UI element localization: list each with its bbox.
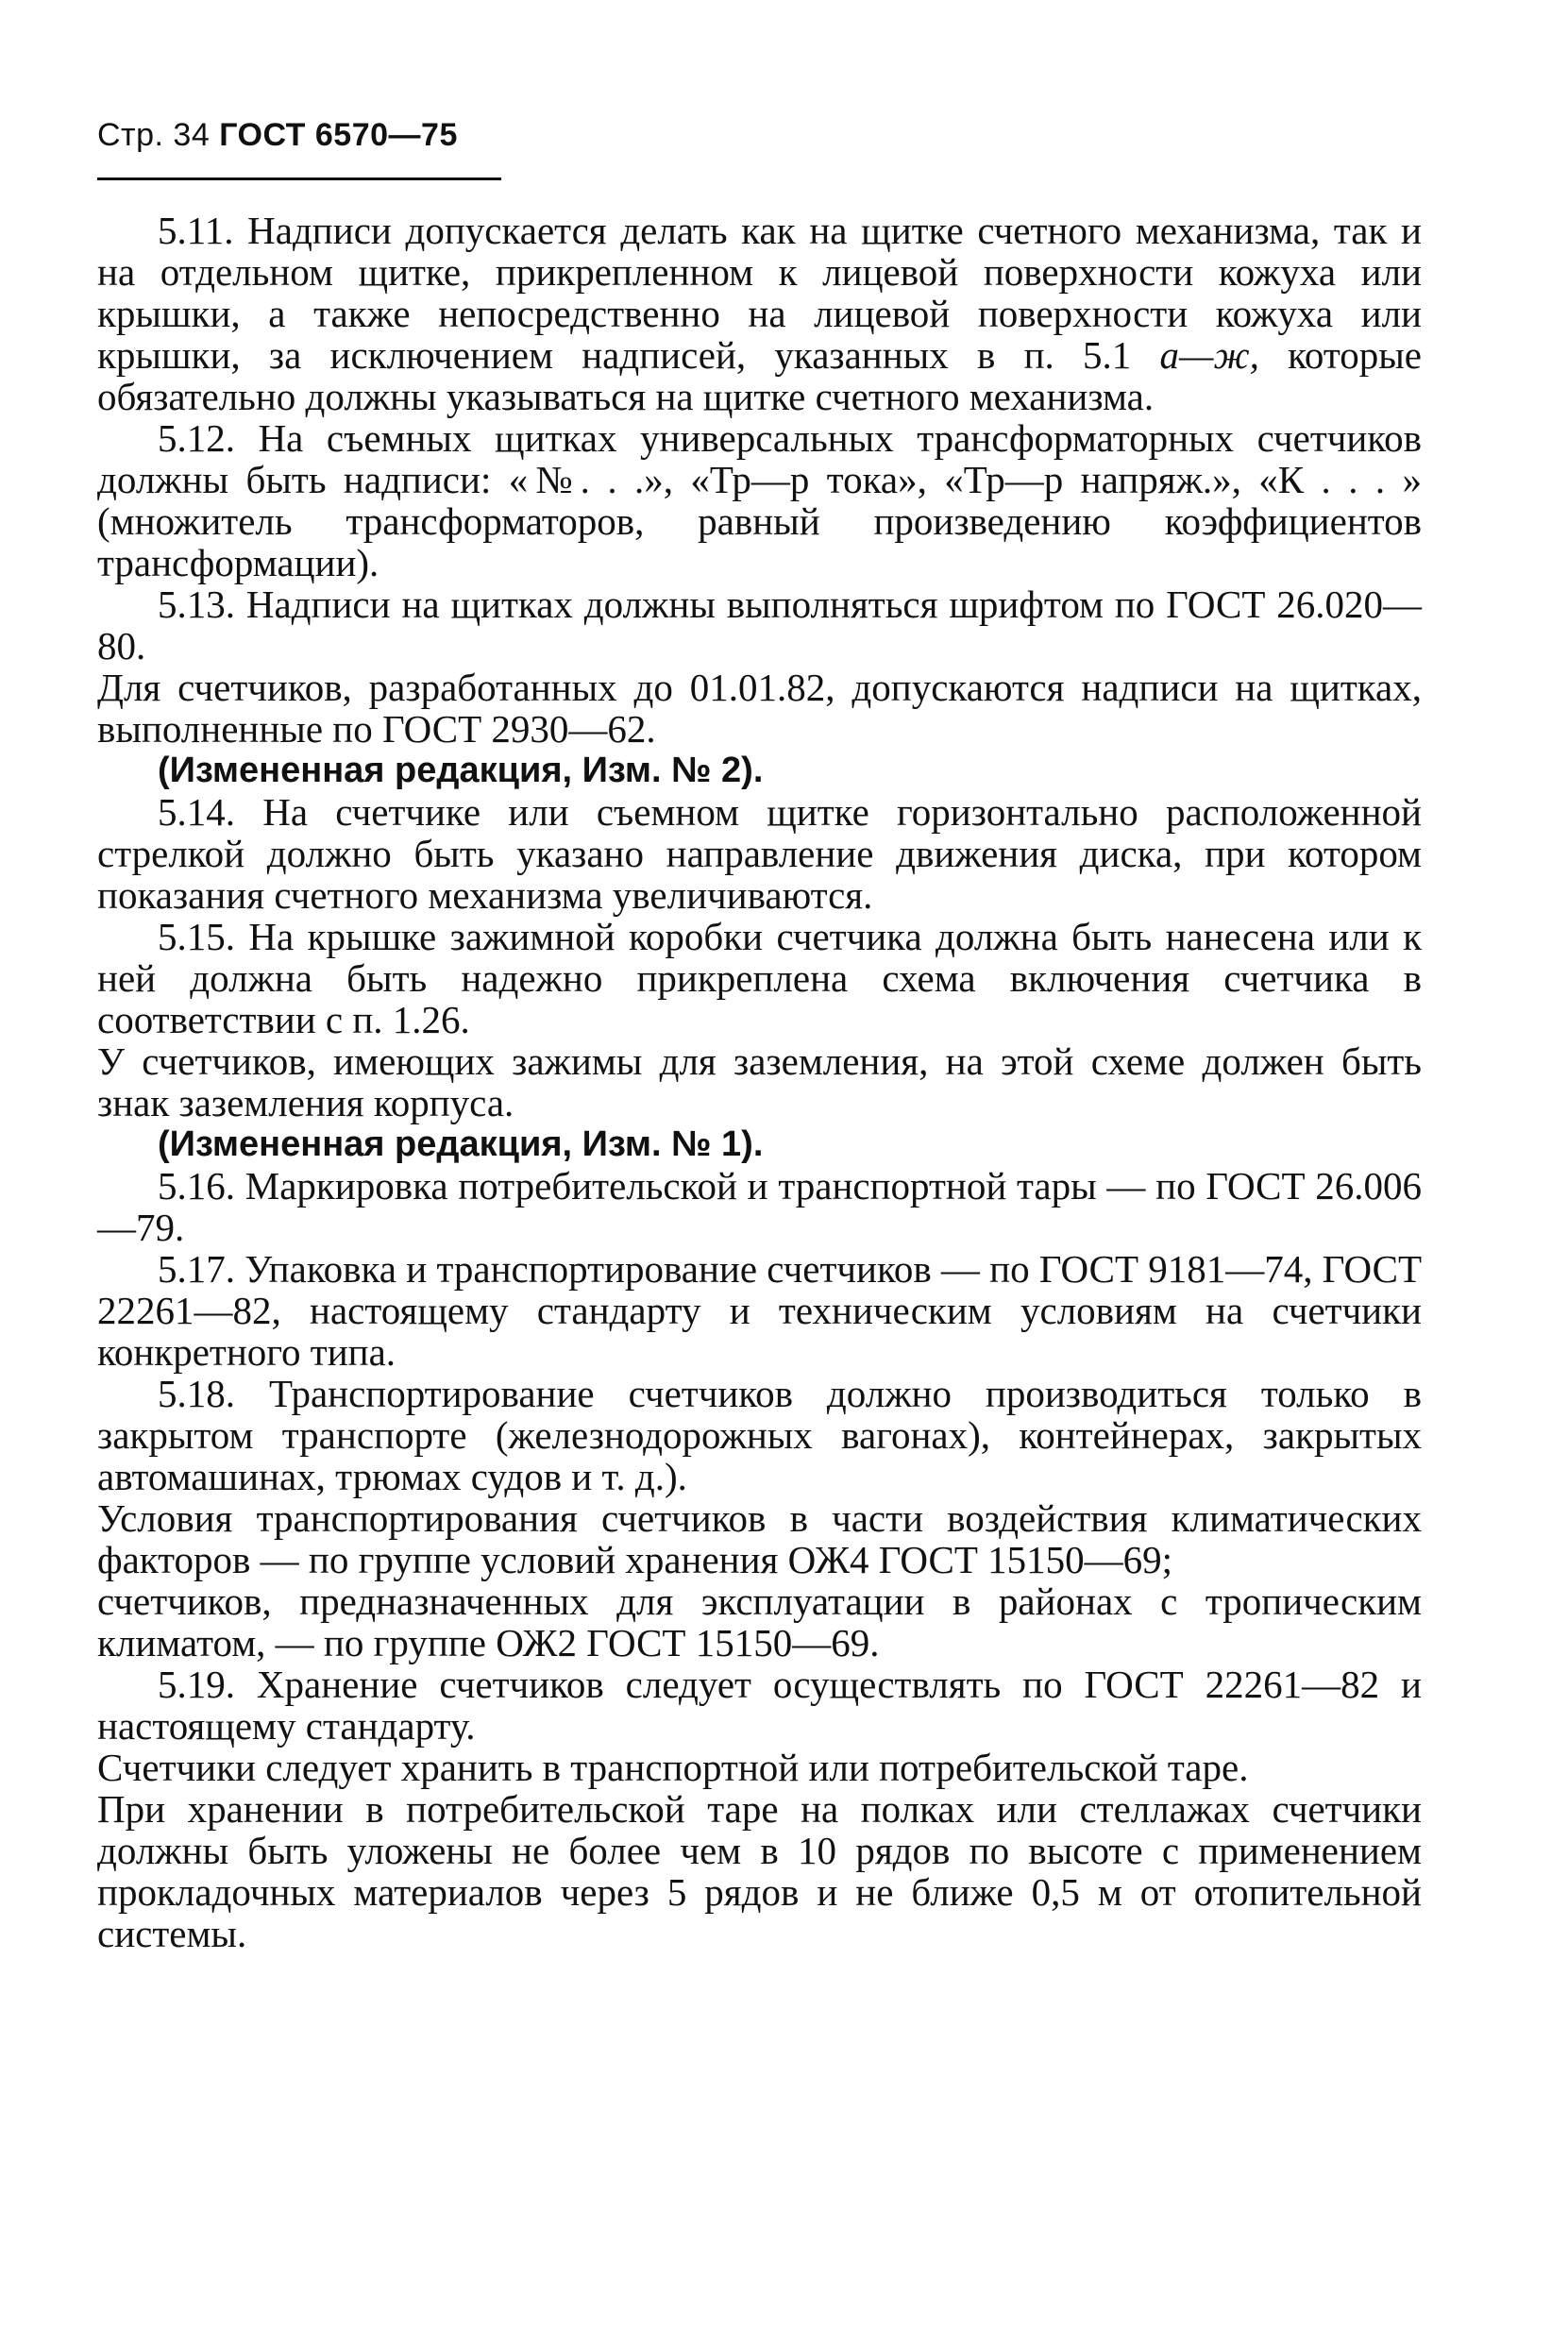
item-range-italic: а—ж, [1159,333,1259,377]
paragraph-5-19-packaging: Счетчики следует хранить в транспортной или потребительской таре. [97,1746,1249,1789]
paragraph-5-13: 5.13. Надписи на щитках должны выполняться шрифтом по ГОСТ 26.020—80. [97,583,1422,667]
paragraph-5-11: 5.11. Надписи допускается делать как на щитке счетного механизма, так и на отдельном щитке, прикрепленном к лицевой поверхности кожуха или крышки, а также непосредственно на лицевой поверхности кожуха или крышки, за исключением надписей, указанных в п. 5.1 а—ж, которые обязательно должны указываться на щитке счетного механизма. [97,209,1423,418]
paragraph-5-18-conditions: Условия транспортирования счетчиков в части воздействия климатических факторов — по группе условий хранения ОЖ4 ГОСТ 15150—69; [97,1496,1422,1581]
paragraph-5-12: 5.12. На съемных щитках универсальных трансформаторных счетчиков должны быть надписи: «№. . .», «Тр—р тока», «Тр—р напряж.», «К . . . » (множитель трансформаторов, равный произведению коэффициентов трансформации). [97,416,1422,584]
amendment-note-2: (Измененная редакция, Изм. № 2). [158,751,764,790]
standard-designation: ГОСТ 6570—75 [219,117,458,153]
paragraph-5-17: 5.17. Упаковка и транспортирование счетчиков — по ГОСТ 9181—74, ГОСТ 22261—82, настоящему стандарту и техническим условиям на счетчики конкретного типа. [97,1247,1422,1374]
paragraph-5-18-tropical: счетчиков, предназначенных для эксплуатации в районах с тропическим климатом, — по группе ОЖ2 ГОСТ 15150—69. [97,1579,1422,1664]
paragraph-5-19: 5.19. Хранение счетчиков следует осуществлять по ГОСТ 22261—82 и настоящему стандарту. [97,1663,1422,1748]
body-text [97,210,1422,1954]
page-header [97,117,458,154]
paragraph-5-15: 5.15. На крышке зажимной коробки счетчика должна быть нанесена или к ней должна быть надежно прикреплена схема включения счетчика в соответствии с п. 1.26. [97,915,1422,1041]
paragraph-5-16: 5.16. Маркировка потребительской и транспортной тары — по ГОСТ 26.006—79. [97,1164,1422,1249]
header-rule [97,177,501,180]
paragraph-5-15-note: У счетчиков, имеющих зажимы для заземления, на этой схеме должен быть знак заземления корпуса. [97,1039,1422,1124]
amendment-note-1: (Измененная редакция, Изм. № 1). [158,1124,764,1164]
paragraph-5-13-note: Для счетчиков, разработанных до 01.01.82, допускаются надписи на щитках, выполненные по ГОСТ 2930—62. [97,666,1422,751]
paragraph-5-19-shelving: При хранении в потребительской таре на полках или стеллажах счетчики должны быть уложены не более чем в 10 рядов по высоте с применением прокладочных материалов через 5 рядов и не ближе 0,5 м от отопительной системы. [97,1787,1422,1955]
paragraph-5-18: 5.18. Транспортирование счетчиков должно производиться только в закрытом транспорте (железнодорожных вагонах), контейнерах, закрытых автомашинах, трюмах судов и т. д.). [97,1372,1422,1498]
page-number: Стр. 34 [97,117,211,153]
paragraph-5-14: 5.14. На счетчике или съемном щитке горизонтально расположенной стрелкой должно быть указано направление движения диска, при котором показания счетного механизма увеличиваются. [97,790,1422,917]
